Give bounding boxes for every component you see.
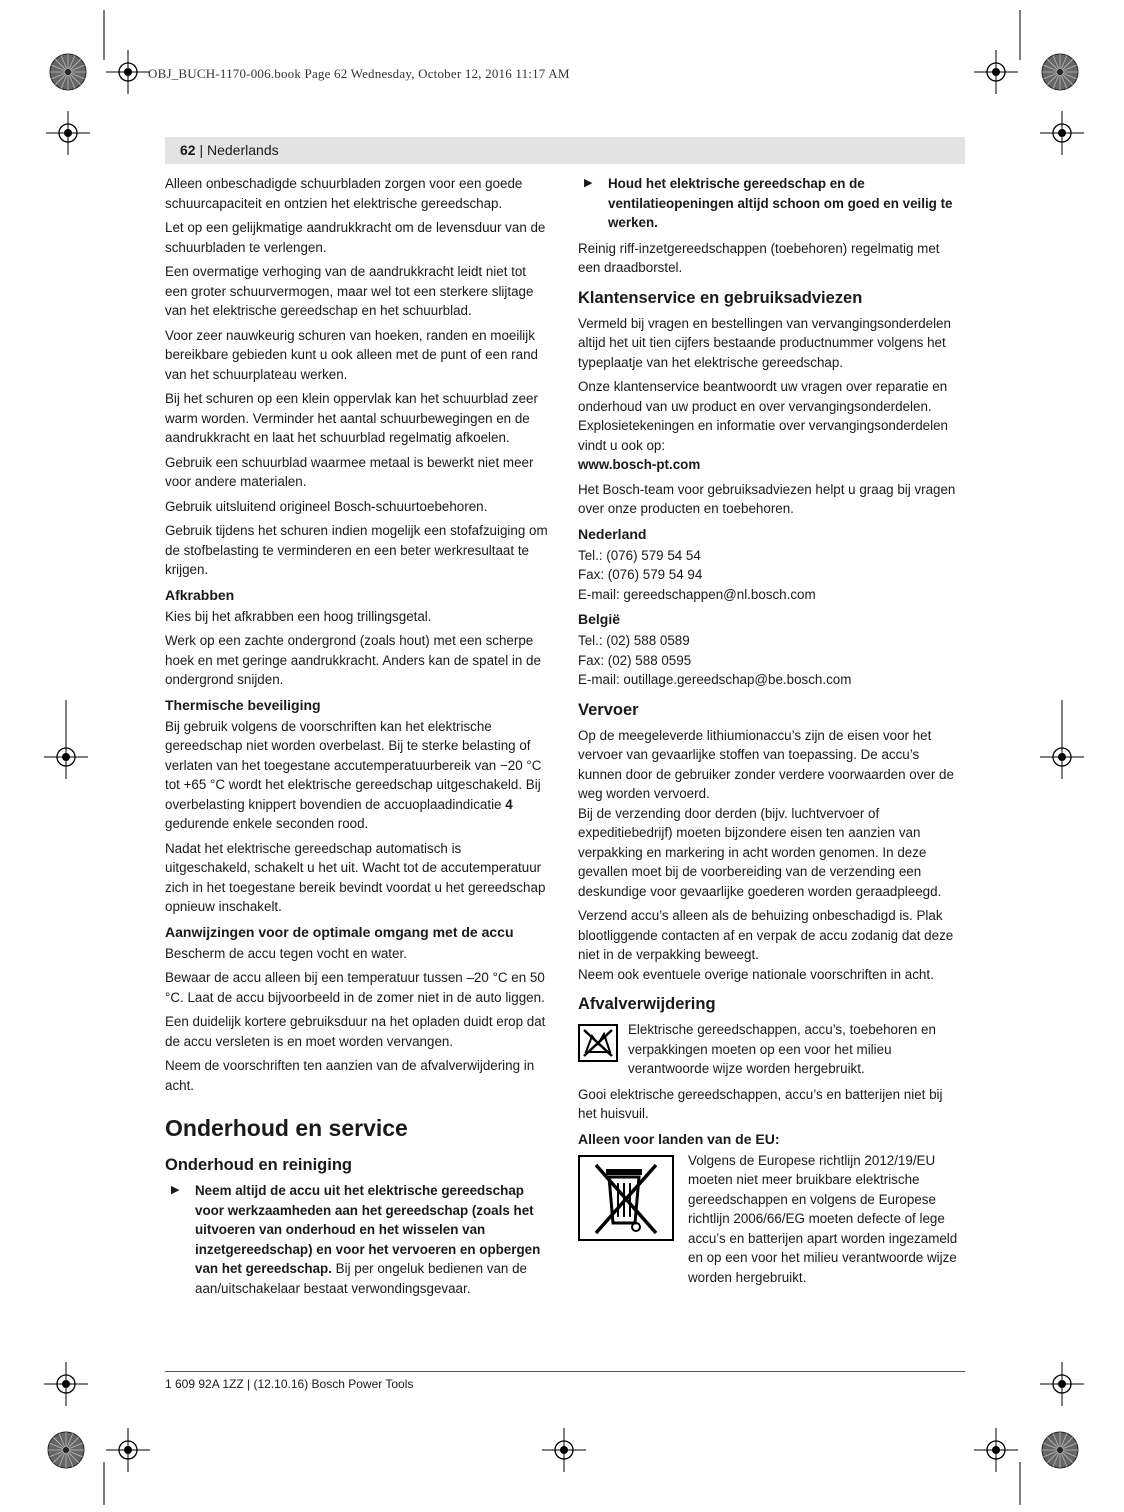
- color-calibration-wheel-icon: [48, 1432, 84, 1468]
- paragraph: Bewaar de accu alleen bij een temperatuur tussen –20 °C en 50 °C. Laat de accu bijvoorbeeld in de zomer niet in de auto liggen.: [165, 970, 545, 1005]
- header-separator: |: [195, 142, 207, 158]
- bullet-bold-text: Neem altijd de accu uit het elektrische gereedschap voor werkzaamheden aan het gereedschap (zoals het uitvoeren van onderhoud en het wisselen van inzetgereedschap) en voor het vervoeren en opbergen van het gereedschap.: [195, 1183, 541, 1276]
- paragraph: Op de meegeleverde lithiumionaccu’s zijn de eisen voor het vervoer van gevaarlijke stoffen van toepassing. De accu’s kunnen door de gebruiker zonder verdere voorwaarden over de weg worden vervoerd.: [578, 727, 954, 801]
- heading-belgie: België: [578, 611, 621, 627]
- figure-reference: 4: [505, 796, 513, 812]
- page-header: [180, 142, 279, 158]
- recycling-notice: [578, 1020, 963, 1079]
- paragraph: Bij het schuren op een klein oppervlak kan het schuurblad zeer warm worden. Verminder het aantal schuurbewegingen en de aandrukkracht en laat het schuurblad regelmatig afkoelen.: [165, 391, 538, 445]
- paragraph: Verzend accu’s alleen als de behuizing onbeschadigd is. Plak blootliggende contacten af en verpak de accu zodanig dat deze niet in de verpakking beweegt.: [578, 908, 954, 962]
- paragraph: Let op een gelijkmatige aandrukkracht om de levensduur van de schuurbladen te verlengen.: [165, 220, 546, 255]
- color-calibration-wheel-icon: [1042, 1432, 1078, 1468]
- paragraph: Neem de voorschriften ten aanzien van de afvalverwijdering in acht.: [165, 1058, 535, 1093]
- heading-vervoer: Vervoer: [578, 700, 639, 719]
- recycling-packaging-icon: [578, 1024, 618, 1062]
- heading-onderhoud-en-service: Onderhoud en service: [165, 1115, 408, 1141]
- header-section: Nederlands: [207, 142, 279, 158]
- heading-onderhoud-en-reiniging: Onderhoud en reiniging: [165, 1156, 352, 1174]
- paragraph-text: Bij gebruik volgens de voorschriften kan het elektrische gereedschap niet worden overbelast. Bij te sterke belasting of verlaten van het toegestane accutemperatuurbereik van −20 °C tot +65 °C wordt het elektrische gereedschap uitgeschakeld. Bij overbelasting knippert bovendien de accuoplaadindicatie: [165, 718, 542, 812]
- paragraph: Alleen onbeschadigde schuurbladen zorgen voor een goede schuurcapaciteit en ontzien het elektrische gereedschap.: [165, 176, 523, 211]
- registration-mark-icon: [46, 111, 90, 155]
- registration-mark-icon: [1040, 111, 1084, 155]
- registration-mark-icon: [1040, 735, 1084, 779]
- page-number: 62: [180, 142, 196, 158]
- print-slug: OBJ_BUCH-1170-006.book Page 62 Wednesday, October 12, 2016 11:17 AM: [148, 66, 570, 81]
- paragraph: Voor zeer nauwkeurig schuren van hoeken, randen en moeilijk bereikbare gebieden kunt u ook alleen met de punt of een rand van het schuurplateau werken.: [165, 327, 538, 382]
- paragraph: Gebruik tijdens het schuren indien mogelijk een stofafzuiging om de stofbelasting te verminderen en een beter werkresultaat te krijgen.: [165, 523, 548, 577]
- crossed-out-wheelie-bin-icon: [578, 1155, 674, 1241]
- fax-number: Fax: (076) 579 54 94: [578, 567, 703, 582]
- paragraph: Reinig riff-inzetgereedschappen (toebehoren) regelmatig met een draadborstel.: [578, 240, 940, 275]
- heading-nederland: Nederland: [578, 525, 647, 542]
- safety-bullet: [578, 174, 963, 233]
- paragraph: Een duidelijk kortere gebruiksduur na het opladen duidt erop dat de accu versleten is en moet worden vervangen.: [165, 1014, 546, 1049]
- weee-notice: [578, 1151, 963, 1288]
- paragraph: Werk op een zachte ondergrond (zoals hout) met een scherpe hoek en met geringe aandrukkracht. Anders kan de spatel in de ondergrond snijden.: [165, 633, 541, 687]
- black-triangle-bullet-icon: ▶: [171, 1184, 180, 1196]
- paragraph: Onze klantenservice beantwoordt uw vragen over reparatie en onderhoud van uw product en over vervangingsonderdelen. Explosietekeningen en informatie over vervangingsonderdelen vindt u ook op:: [578, 379, 948, 453]
- paragraph: Kies bij het afkrabben een hoog trillingsgetal.: [165, 608, 432, 624]
- paragraph: Nadat het elektrische gereedschap automatisch is uitgeschakeld, schakelt u het uit. Wacht tot de accutemperatuur zich in het toegestane bereik bevindt voordat u het gereedschap opnieuw inschakelt.: [165, 840, 546, 914]
- bullet-text: Bij per ongeluk bedienen van de aan/uitschakelaar bestaat verwondingsgevaar.: [195, 1261, 527, 1296]
- paragraph: [165, 717, 550, 834]
- phone-number: Tel.: (076) 579 54 54: [578, 547, 701, 563]
- paragraph: Gebruik een schuurblad waarmee metaal is bewerkt niet meer voor andere materialen.: [165, 454, 534, 489]
- black-triangle-bullet-icon: ▶: [584, 177, 593, 189]
- color-calibration-wheel-icon: [1042, 54, 1078, 90]
- heading-alleen-eu: Alleen voor landen van de EU:: [578, 1130, 780, 1147]
- paragraph: Een overmatige verhoging van de aandrukkracht leidt niet tot een groter schuurvermogen, maar wel tot een sterkere slijtage van het elektrische gereedschap en het schuurblad.: [165, 264, 534, 318]
- registration-mark-icon: [44, 1362, 88, 1406]
- heading-afvalverwijdering: Afvalverwijdering: [578, 995, 716, 1013]
- paragraph: Gebruik uitsluitend origineel Bosch-schuurtoebehoren.: [165, 498, 488, 514]
- registration-mark-icon: [542, 1428, 586, 1472]
- safety-bullet: [165, 1181, 550, 1298]
- registration-mark-icon: [106, 50, 150, 94]
- paragraph: Bij de verzending door derden (bijv. luchtvervoer of expeditiebedrijf) moeten bijzondere eisen ten aanzien van verpakking en markering in acht worden genomen. In deze gevallen moet bij de voorbereiding van de verzending een deskundige voor gevaarlijke goederen worden geraadpleegd.: [578, 805, 942, 899]
- email-address[interactable]: E-mail: gereedschappen@nl.bosch.com: [578, 586, 816, 602]
- paragraph: Neem ook eventuele overige nationale voorschriften in acht.: [578, 966, 934, 982]
- page-header-bar: [165, 137, 965, 164]
- paragraph: Gooi elektrische gereedschappen, accu’s en batterijen niet bij het huisvuil.: [578, 1086, 943, 1121]
- heading-afkrabben: Afkrabben: [165, 586, 235, 603]
- registration-mark-icon: [974, 50, 1018, 94]
- page-footer: 1 609 92A 1ZZ | (12.10.16) Bosch Power Tools: [165, 1377, 414, 1391]
- email-address[interactable]: E-mail: outillage.gereedschap@be.bosch.com: [578, 672, 852, 687]
- heading-thermische-beveiliging: Thermische beveiliging: [165, 696, 321, 713]
- paragraph: Bescherm de accu tegen vocht en water.: [165, 945, 407, 961]
- paragraph: Volgens de Europese richtlijn 2012/19/EU moeten niet meer bruikbare elektrische gereedschappen en volgens de Europese richtlijn 2006/66/EG moeten defecte of lege accu’s en batterijen apart worden ingezameld en op een voor het milieu verantwoorde wijze worden hergebruikt.: [688, 1152, 958, 1285]
- color-calibration-wheel-icon: [50, 54, 86, 90]
- registration-mark-icon: [106, 1428, 150, 1472]
- heading-klantenservice: Klantenservice en gebruiksadviezen: [578, 288, 863, 307]
- paragraph: Het Bosch-team voor gebruiksadviezen helpt u graag bij vragen over onze producten en toebehoren.: [578, 481, 956, 516]
- fax-number: Fax: (02) 588 0595: [578, 652, 692, 668]
- registration-mark-icon: [974, 1428, 1018, 1472]
- right-column: [578, 174, 963, 1287]
- bullet-bold-text: Houd het elektrische gereedschap en de ventilatieopeningen altijd schoon om goed en veilig te werken.: [608, 176, 953, 230]
- registration-mark-icon: [1040, 1362, 1084, 1406]
- paragraph: Vermeld bij vragen en bestellingen van vervangingsonderdelen altijd het uit tien cijfers bestaande productnummer volgens het typeplaatje van het elektrische gereedschap.: [578, 315, 951, 370]
- website-link[interactable]: www.bosch-pt.com: [578, 457, 701, 472]
- footer-rule: [165, 1371, 965, 1372]
- paragraph: Elektrische gereedschappen, accu’s, toebehoren en verpakkingen moeten op een voor het milieu verantwoorde wijze worden hergebruikt.: [628, 1022, 936, 1076]
- phone-number: Tel.: (02) 588 0589: [578, 633, 690, 648]
- registration-mark-icon: [44, 735, 88, 779]
- left-column: [165, 174, 550, 1304]
- paragraph-text: gedurende enkele seconden rood.: [165, 816, 369, 831]
- heading-accu: Aanwijzingen voor de optimale omgang met de accu: [165, 923, 514, 940]
